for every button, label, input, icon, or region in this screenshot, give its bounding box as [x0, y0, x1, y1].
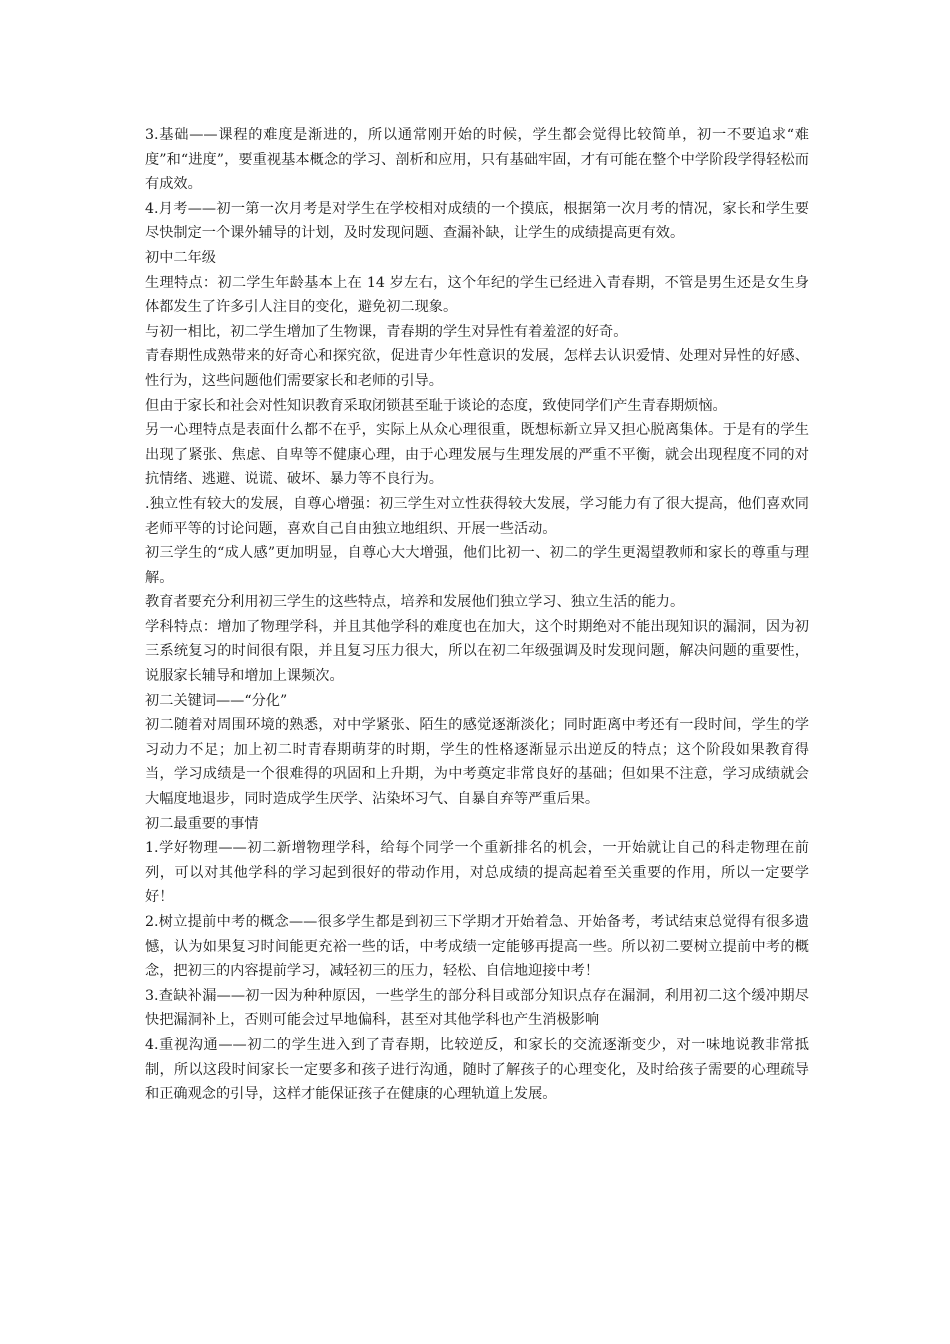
- section-heading-keyword: 初二关键词——“分化”: [145, 692, 288, 709]
- section-heading-most-important: 初二最重要的事情: [145, 815, 259, 832]
- paragraph-subject-traits: 学科特点：增加了物理学科，并且其他学科的难度也在加大，这个时期绝对不能出现知识的漏洞，因为初三系统复习的时间很有限，并且复习压力很大，所以在初二年级强调及时发现问题，解决问题的重要性，说服家长辅导和增加上课频次。: [145, 618, 809, 685]
- document-body: [145, 123, 809, 1107]
- paragraph-biology-course: 与初一相比，初二学生增加了生物课，青春期的学生对异性有着羞涩的好奇。: [145, 323, 628, 340]
- paragraph-communication: 4.重视沟通——初二的学生进入到了青春期，比较逆反，和家长的交流逐渐变少，对一味地说教非常抵制，所以这段时间家长一定要多和孩子进行沟通，随时了解孩子的心理变化，及时给孩子需要的心理疏导和正确观念的引导，这样才能保证孩子在健康的心理轨道上发展。: [145, 1036, 809, 1103]
- paragraph-learn-physics: 1.学好物理——初二新增物理学科，给每个同学一个重新排名的机会，一开始就让自己的科走物理在前列，可以对其他学科的学习起到很好的带动作用，对总成绩的提高起着至关重要的作用，所以一定要学好！: [145, 840, 809, 906]
- paragraph-psychological-traits: 另一心理特点是表面什么都不在乎，实际上从众心理很重，既想标新立异又担心脱离集体。于是有的学生出现了紧张、焦虑、自卑等不健康心理，由于心理发展与生理发展的严重不平衡，就会出现程度不同的对抗情绪、逃避、说谎、破坏、暴力等不良行为。: [145, 422, 809, 488]
- paragraph-adult-sense: 初三学生的“成人感”更加明显，自尊心大大增强，他们比初一、初二的学生更渴望教师和家长的尊重与理解。: [145, 545, 809, 586]
- paragraph-educators: 教育者要充分利用初三学生的这些特点，培养和发展他们独立学习、独立生活的能力。: [145, 594, 685, 611]
- paragraph-independence: .独立性有较大的发展，自尊心增强：初三学生对立性获得较大发展，学习能力有了很大提高，他们喜欢同老师平等的讨论问题，喜欢自己自由独立地组织、开展一些活动。: [145, 495, 809, 537]
- section-heading-grade-two: 初中二年级: [145, 249, 216, 266]
- paragraph-differentiation: 初二随着对周围环境的熟悉，对中学紧张、陌生的感觉逐渐淡化；同时距离中考还有一段时间，学生的学习动力不足；加上初二时青春期萌芽的时期，学生的性格逐渐显示出逆反的特点；这个阶段如果教育得当，学习成绩是一个很难得的巩固和上升期，为中考奠定非常良好的基础；但如果不注意，学习成绩就会大幅度地退步，同时造成学生厌学、沾染坏习气、自暴自弃等严重后果。: [145, 717, 809, 808]
- paragraph-fill-gaps: 3.查缺补漏——初一因为种种原因，一些学生的部分科目或部分知识点存在漏洞，利用初二这个缓冲期尽快把漏洞补上，否则可能会过早地偏科，甚至对其他学科也产生消极影响: [145, 987, 809, 1029]
- paragraph-early-exam-concept: 2.树立提前中考的概念——很多学生都是到初三下学期才开始着急、开始备考，考试结束总觉得有很多遗憾，认为如果复习时间能更充裕一些的话，中考成绩一定能够再提高一些。所以初二要树立提前中考的概念，把初三的内容提前学习，减轻初三的压力，轻松、自信地迎接中考！: [145, 914, 809, 980]
- paragraph-foundation: 3.基础——课程的难度是渐进的，所以通常刚开始的时候，学生都会觉得比较简单，初一不要追求“难度”和“进度”，要重视基本概念的学习、剖析和应用，只有基础牢固，才有可能在整个中学阶段学得轻松而有成效。: [145, 127, 809, 193]
- paragraph-physiological-traits: 生理特点：初二学生年龄基本上在 14 岁左右，这个年纪的学生已经进入青春期，不管是男生还是女生身体都发生了许多引人注目的变化，避免初二现象。: [145, 274, 809, 316]
- paragraph-puberty-curiosity: 青春期性成熟带来的好奇心和探究欲，促进青少年性意识的发展，怎样去认识爱情、处理对异性的好感、性行为，这些问题他们需要家长和老师的引导。: [145, 348, 809, 389]
- paragraph-monthly-exam: 4.月考——初一第一次月考是对学生在学校相对成绩的一个摸底，根据第一次月考的情况，家长和学生要尽快制定一个课外辅导的计划，及时发现问题、查漏补缺，让学生的成绩提高更有效。: [145, 200, 809, 242]
- paragraph-sex-education: 但由于家长和社会对性知识教育采取闭锁甚至耻于谈论的态度，致使同学们产生青春期烦恼。: [145, 397, 727, 414]
